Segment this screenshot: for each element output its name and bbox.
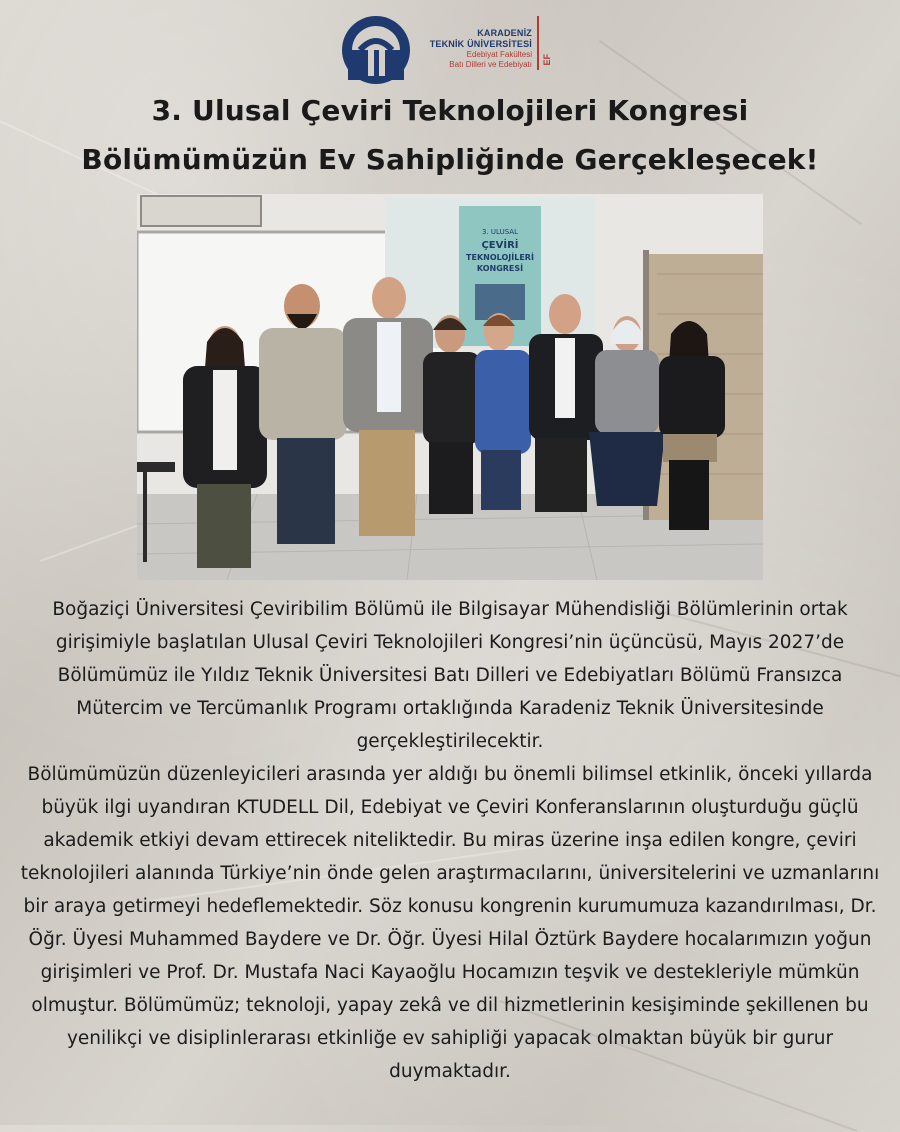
- logo-divider: [537, 16, 539, 70]
- logo-ef-mark: EF: [542, 54, 552, 66]
- group-photo: [137, 194, 763, 580]
- body-paragraph-1: Boğaziçi Üniversitesi Çeviribilim Bölümü ile Bilgisayar Mühendisliği Bölümlerinin ortak girişimiyle başlatılan Ulusal Çeviri Teknolojileri Kongresi’nin üçüncüsü, Mayıs 2027’de Bölümümüz ile Yıldız Teknik Üniversitesi Batı Dilleri ve Edebiyatları Bölümü Fransızca Mütercim ve Tercümanlık Programı ortaklığında Karadeniz Teknik Üniversitesinde gerçekleştirilecektir.: [52, 599, 848, 752]
- page-title-line1: 3. Ulusal Çeviri Teknolojileri Kongresi: [151, 94, 749, 127]
- poster-line4: KONGRESİ: [476, 264, 524, 273]
- logo-university-line2: TEKNİK ÜNİVERSİTESİ: [429, 39, 532, 49]
- faculty-logo-text: [428, 28, 532, 70]
- poster-line3: TEKNOLOJİLERİ: [466, 253, 534, 262]
- logo-department-line: Batı Dilleri ve Edebiyatı: [449, 60, 532, 69]
- body-paragraph-2: Bölümümüzün düzenleyicileri arasında yer aldığı bu önemli bilimsel etkinlik, önceki yıllarda büyük ilgi uyandıran KTUDELL Dil, Edebiyat ve Çeviri Konferanslarının oluşturduğu güçlü akademik etkiyi devam ettirecek niteliktedir. Bu miras üzerine inşa edilen kongre, çeviri teknolojileri alanında Türkiye’nin önde gelen araştırmacılarını, üniversitelerini ve uzmanlarını bir araya getirmeyi hedeflemektedir. Söz konusu kongrenin kurumumuza kazandırılması, Dr. Öğr. Üyesi Muhammed Baydere ve Dr. Öğr. Üyesi Hilal Öztürk Baydere hocalarımızın yoğun girişimleri ve Prof. Dr. Mustafa Naci Kayaoğlu Hocamızın teşvik ve destekleriyle mümkün olmuştur. Bölümümüz; teknoloji, yapay zekâ ve dil hizmetlerinin kesişiminde şekillenen bu yenilikçi ve disiplinlerarası etkinliğe ev sahipliği yapacak olmaktan büyük bir gurur duymaktadır.: [20, 764, 880, 1082]
- ktu-logo-icon: [340, 14, 412, 86]
- page-title-line2: Bölümümüzün Ev Sahipliğinde Gerçekleşecek!: [81, 143, 819, 176]
- logo-university-line1: KARADENİZ: [477, 28, 532, 38]
- article-body: [18, 593, 882, 1088]
- logo-faculty-line: Edebiyat Fakültesi: [466, 50, 532, 59]
- poster-line2: ÇEVİRİ: [481, 240, 519, 251]
- poster-line1: 3. ULUSAL: [482, 228, 518, 236]
